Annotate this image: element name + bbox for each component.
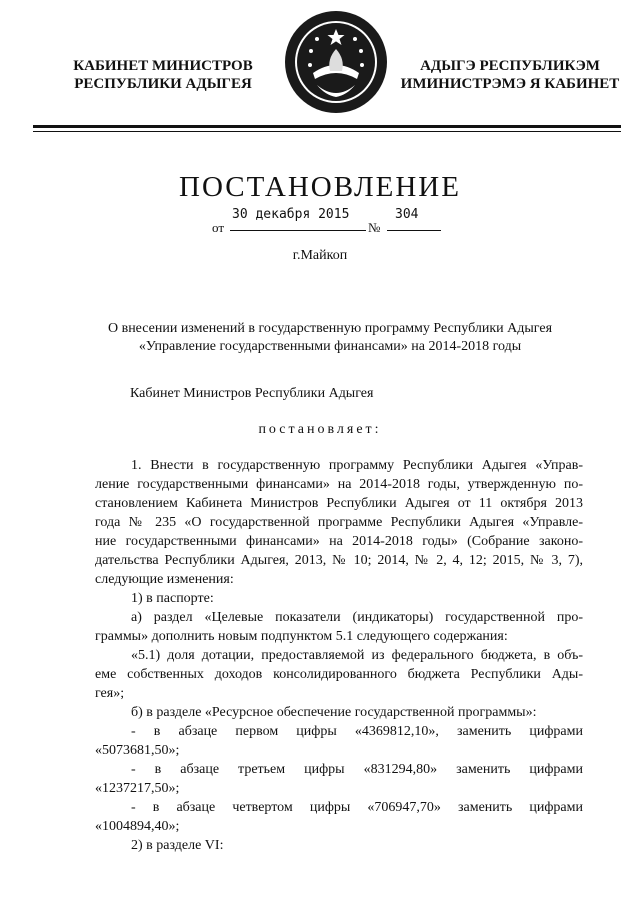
body-line: еме собственных доходов консолидированного бюджета Республики Ады- — [95, 667, 583, 682]
body-line: становлением Кабинета Министров Республики Адыгея от 11 октября 2013 — [95, 496, 583, 511]
header-left-line2: РЕСПУБЛИКИ АДЫГЕЯ — [74, 76, 252, 92]
body-line: «1237217,50»; — [95, 781, 180, 796]
header-divider-thick — [33, 125, 621, 128]
body-line: ление государственными финансами» на 2014-2018 годы, утвержденную по- — [95, 477, 583, 492]
issuer: Кабинет Министров Республики Адыгея — [130, 386, 374, 401]
header-left-line1: КАБИНЕТ МИНИСТРОВ — [73, 58, 253, 74]
body-line: года № 235 «О государственной программе Республики Адыгея «Управле- — [95, 515, 583, 530]
body-line: «1004894,40»; — [95, 819, 180, 834]
body-line: - в абзаце третьем цифры «831294,80» заменить цифрами — [131, 762, 583, 777]
body-line: 1. Внести в государственную программу Республики Адыгея «Управ- — [131, 458, 583, 473]
subject-line2: «Управление государственными финансами» на 2014-2018 годы — [138, 339, 522, 354]
body-line: а) раздел «Целевые показатели (индикаторы) государственной про- — [131, 610, 583, 625]
document-title: ПОСТАНОВЛЕНИЕ — [179, 171, 461, 203]
body-line: 1) в паспорте: — [131, 591, 214, 606]
number-value: 304 — [395, 207, 419, 222]
header-right-line1: АДЫГЭ РЕСПУБЛИКЭМ — [420, 58, 600, 74]
body-line: б) в разделе «Ресурсное обеспечение государственной программы»: — [131, 705, 537, 720]
header-left — [63, 57, 263, 93]
date-field — [230, 208, 366, 231]
body-line: «5073681,50»; — [95, 743, 180, 758]
body-line: дательства Республики Адыгея, 2013, № 10; 2014, № 2, 4, 12; 2015, № 3, 7), — [95, 553, 583, 568]
date-value: 30 декабря 2015 — [232, 207, 350, 222]
body-text — [95, 456, 583, 855]
date-from-label: от — [212, 220, 225, 235]
body-line: «5.1) доля дотации, предоставляемой из федерального бюджета, в объ- — [131, 648, 583, 663]
body-line: 2) в разделе VI: — [131, 838, 224, 853]
header-right — [390, 57, 630, 93]
body-line: ние государственными финансами» на 2014-2018 годы» (Собрание законо- — [95, 534, 583, 549]
number-field — [387, 208, 441, 231]
decrees-word: постановляет: — [258, 422, 382, 437]
header-right-line2: ИМИНИСТРЭМЭ Я КАБИНЕТ — [400, 76, 620, 92]
city: г.Майкоп — [292, 248, 348, 263]
body-line: граммы» дополнить новым подпунктом 5.1 следующего содержания: — [95, 629, 508, 644]
body-line: гея»; — [95, 686, 125, 701]
date-number-line — [0, 208, 640, 238]
coat-of-arms-seal-icon — [283, 9, 389, 115]
number-label: № — [368, 220, 381, 235]
subject-line1: О внесении изменений в государственную программу Республики Адыгея — [107, 321, 553, 336]
document-subject — [60, 320, 600, 356]
body-line: - в абзаце четвертом цифры «706947,70» заменить цифрами — [131, 800, 583, 815]
body-line: - в абзаце первом цифры «4369812,10», заменить цифрами — [131, 724, 583, 739]
header-divider-thin — [33, 131, 621, 132]
body-line: следующие изменения: — [95, 572, 234, 587]
